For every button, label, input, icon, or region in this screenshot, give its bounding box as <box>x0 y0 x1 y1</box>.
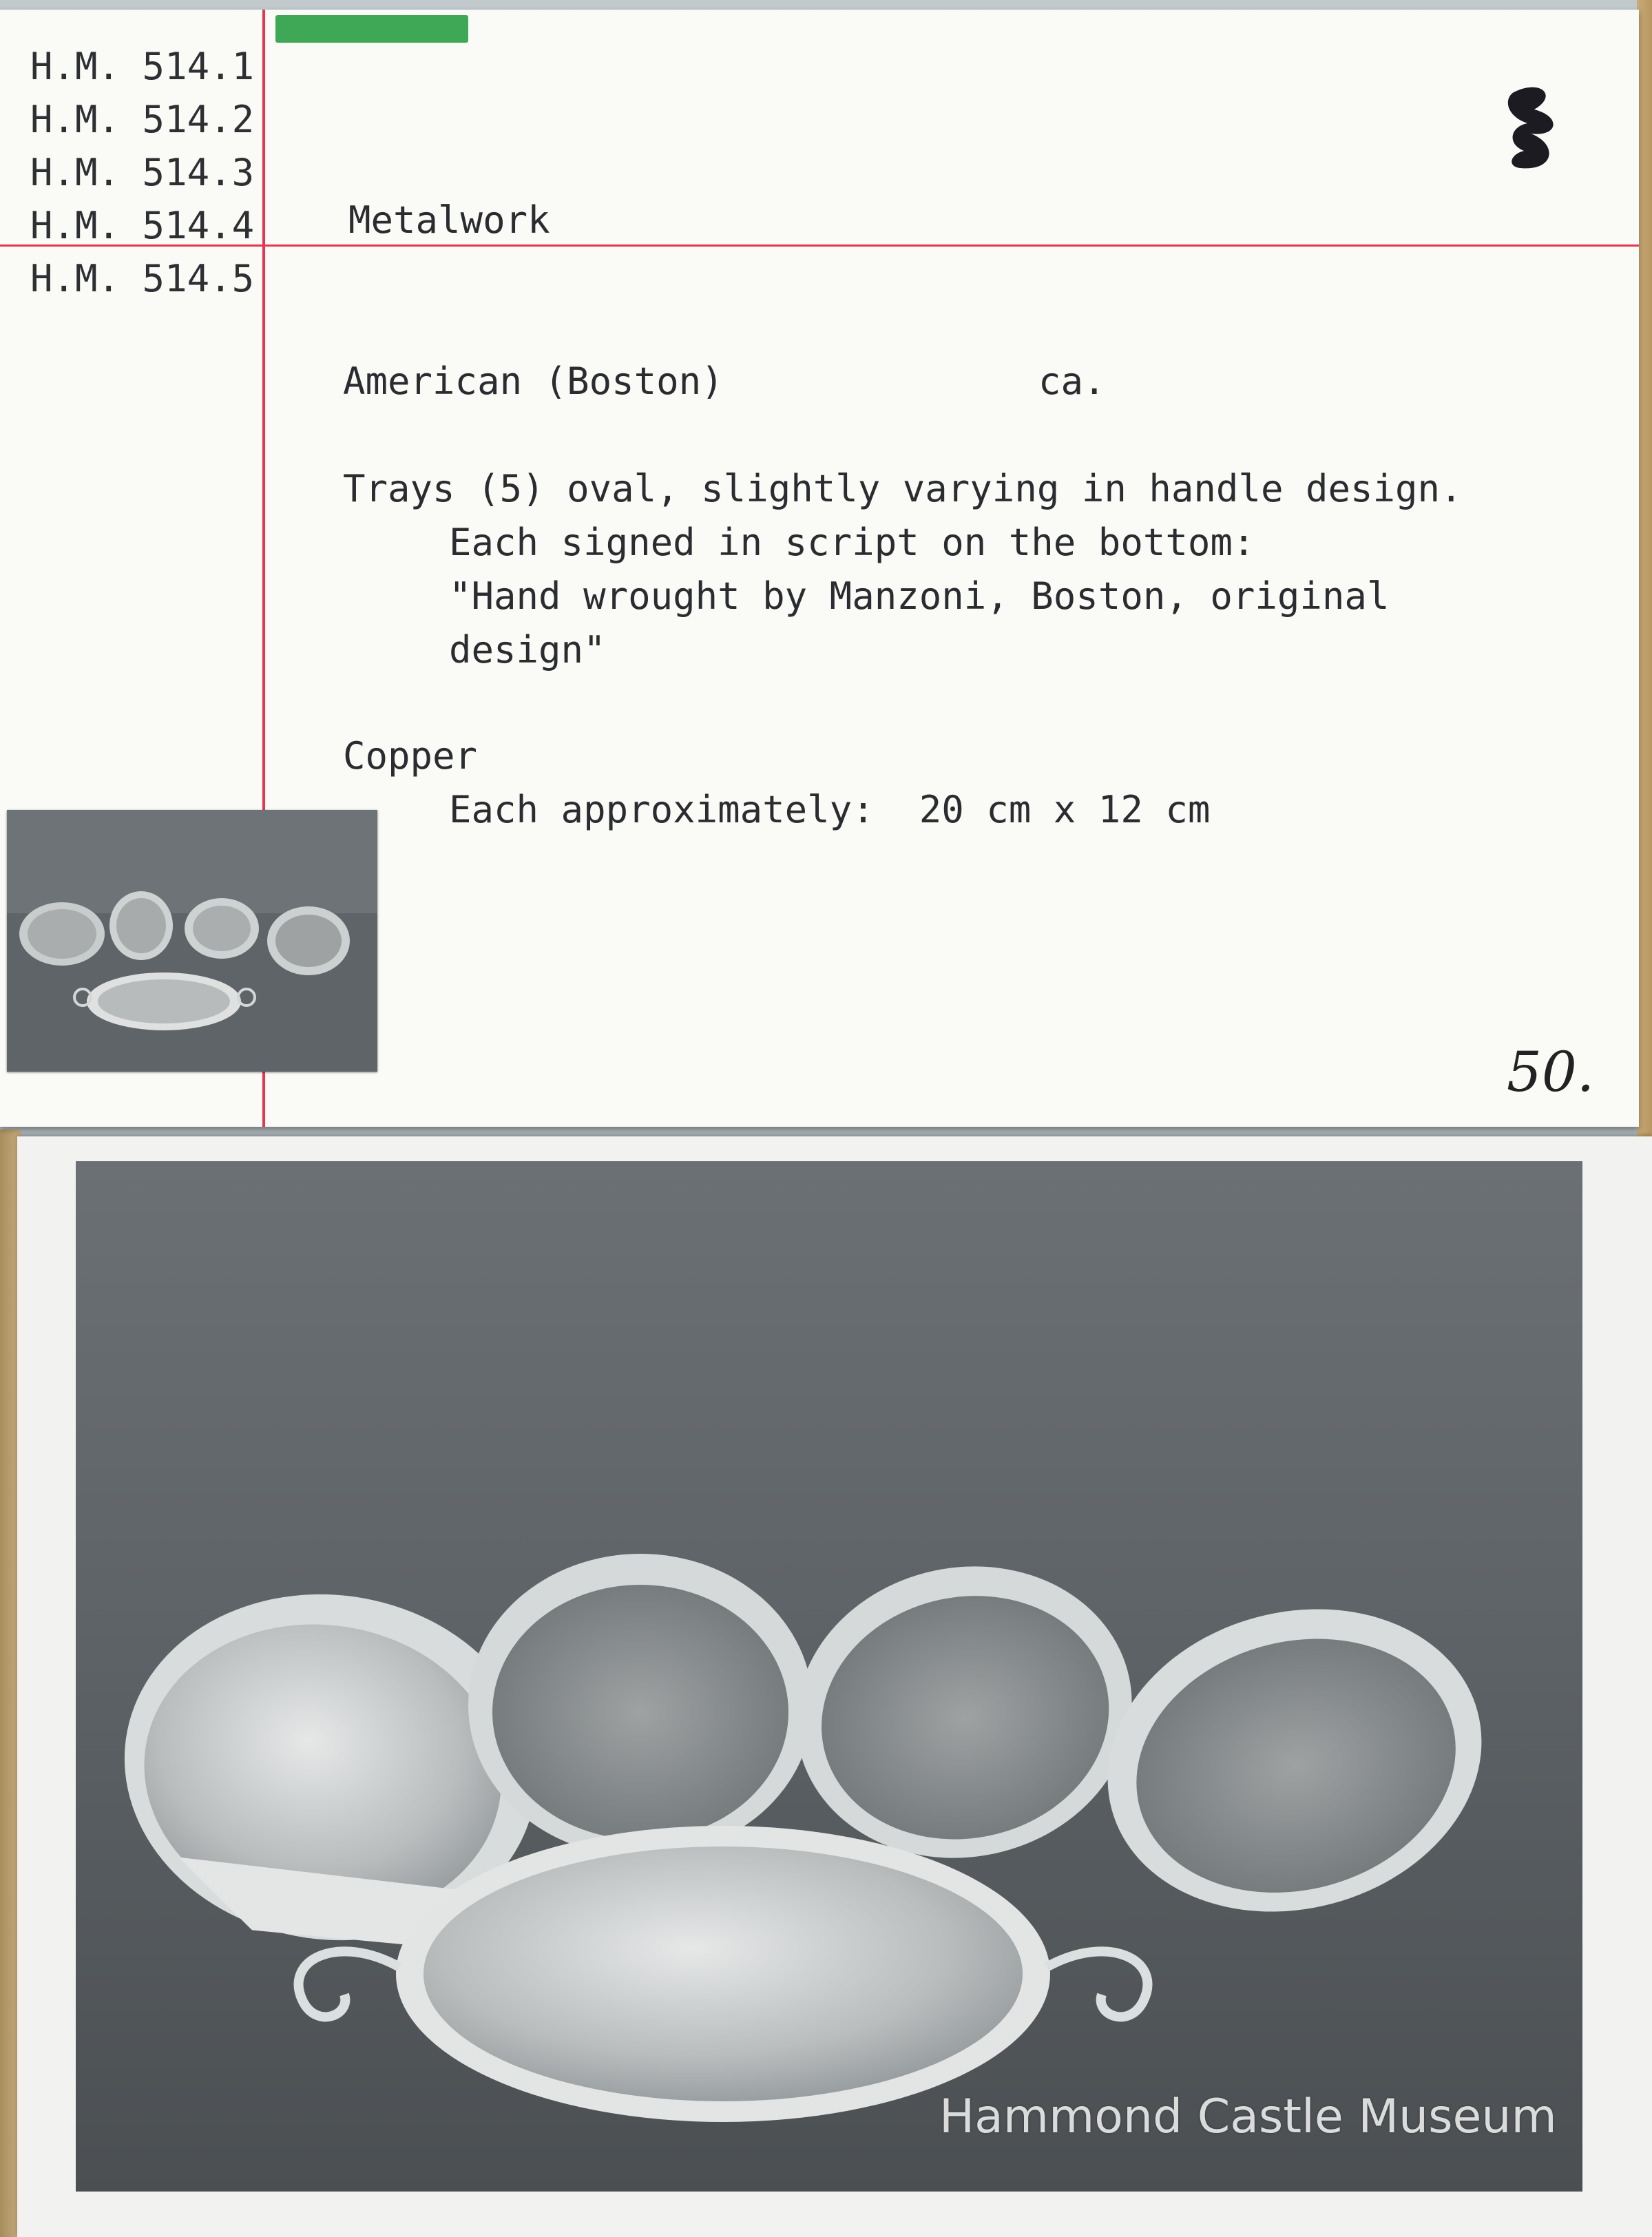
catalog-number: H.M. 514.1 <box>30 45 255 88</box>
handwritten-number: 50. <box>1507 1040 1595 1104</box>
backing-strip <box>1637 0 1652 1143</box>
watermark-text: Hammond Castle Museum <box>939 2090 1557 2144</box>
catalog-number: H.M. 514.5 <box>30 257 255 300</box>
date-text: ca. <box>1038 360 1106 403</box>
ink-squiggle-icon <box>1493 79 1569 182</box>
dimensions-text: Each approximately: 20 cm x 12 cm <box>449 788 1211 831</box>
green-tab <box>275 15 468 43</box>
origin-text: American (Boston) <box>343 360 724 403</box>
tray-photograph <box>76 1161 1582 2192</box>
catalog-number: H.M. 514.3 <box>30 151 255 194</box>
catalog-number: H.M. 514.4 <box>30 204 255 247</box>
category-label: Metalwork <box>348 198 550 242</box>
catalog-card <box>0 10 1639 1127</box>
material-text: Copper <box>343 734 478 778</box>
description-line: Trays (5) oval, slightly varying in handle design. <box>343 467 1463 510</box>
catalog-number-list <box>30 40 254 305</box>
catalog-number: H.M. 514.2 <box>30 98 255 141</box>
thumbnail-photo <box>7 810 377 1072</box>
description-line: design" <box>449 628 606 672</box>
description-line: Each signed in script on the bottom: <box>449 521 1255 564</box>
description-line: "Hand wrought by Manzoni, Boston, original <box>449 574 1390 618</box>
